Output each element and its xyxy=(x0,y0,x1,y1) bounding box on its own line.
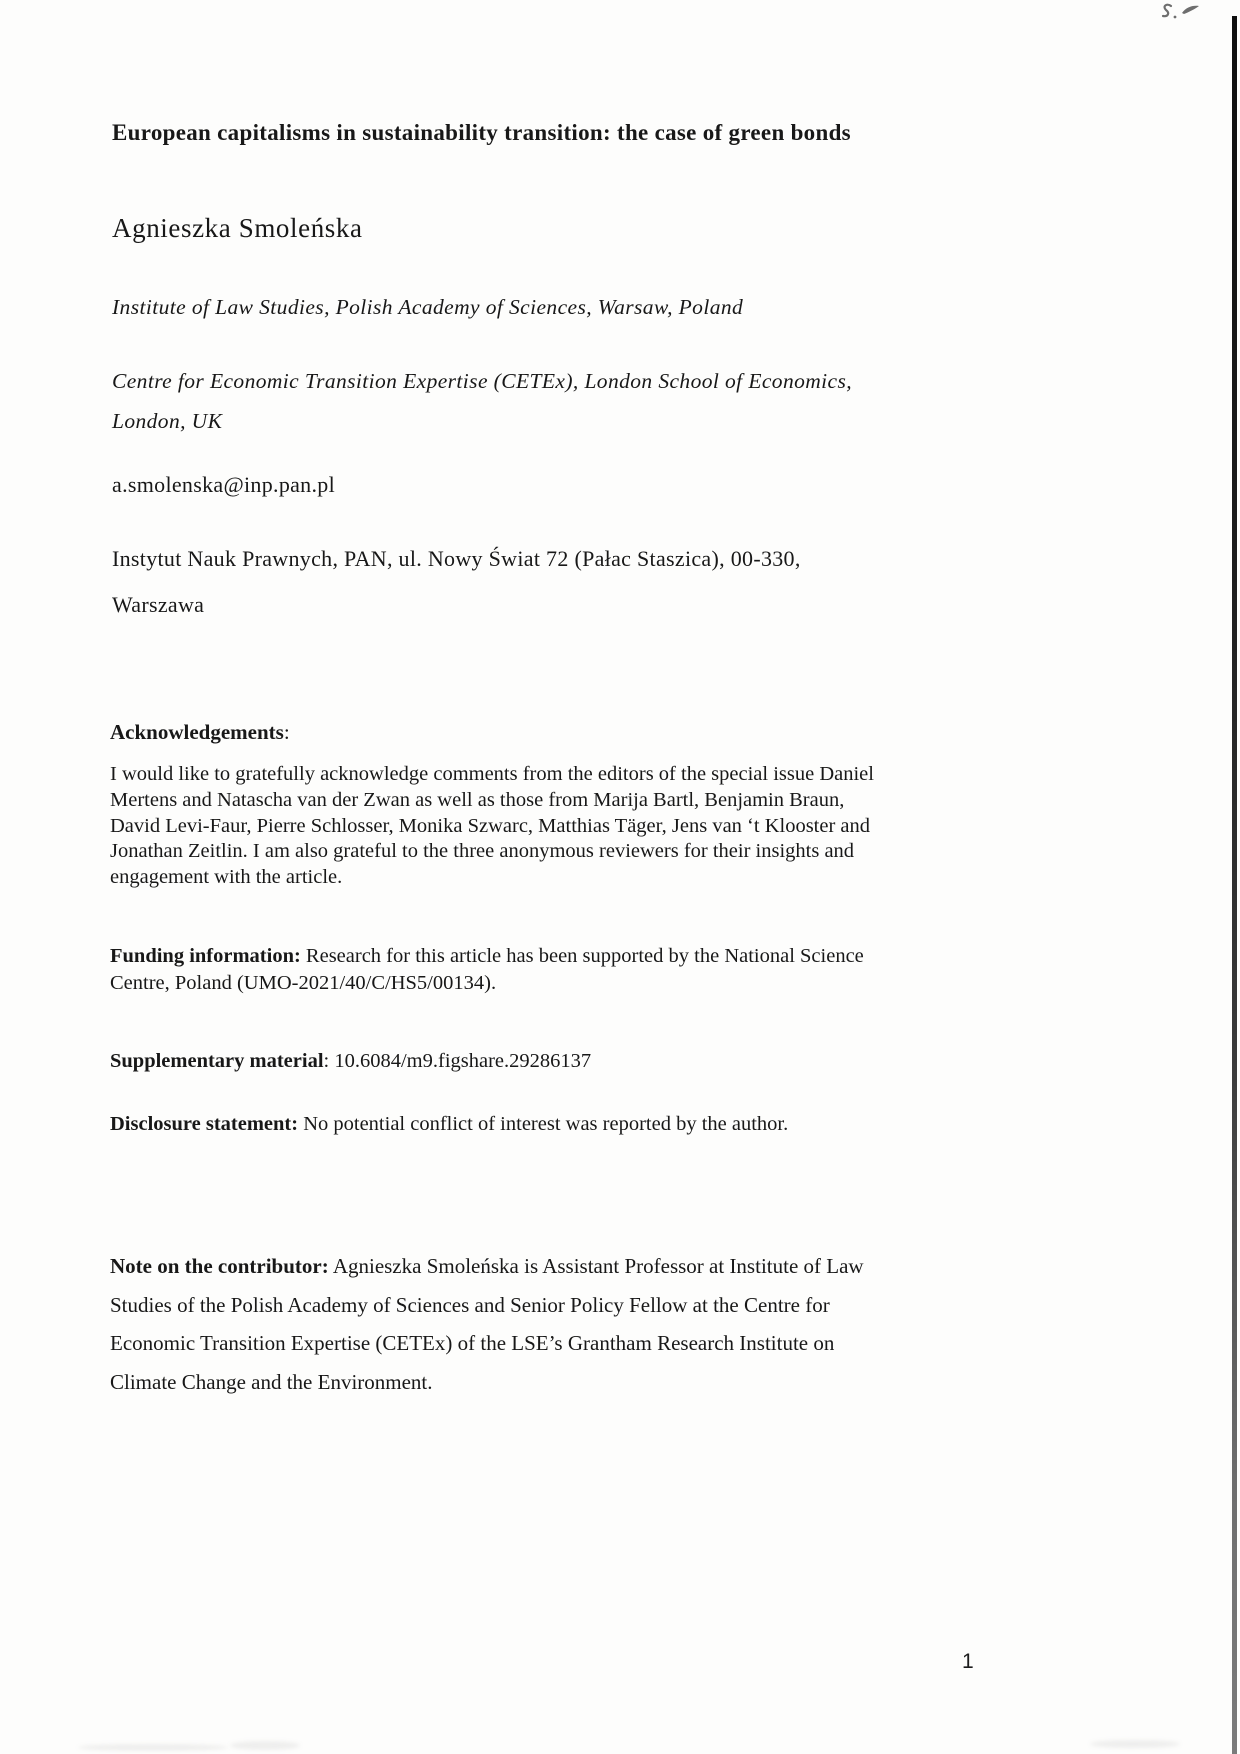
affiliation-2: Centre for Economic Transition Expertise (CETEx), London School of Economics, London, UK xyxy=(112,369,853,433)
acknowledgements-colon: : xyxy=(283,720,290,744)
supplementary-value: 10.6084/m9.figshare.29286137 xyxy=(334,1050,592,1072)
postal-address: Instytut Nauk Prawnych, PAN, ul. Nowy Świat 72 (Pałac Staszica), 00-330, Warszawa xyxy=(112,546,801,617)
supplementary-paragraph xyxy=(110,1048,1120,1074)
handwritten-pencil-mark xyxy=(1158,2,1206,24)
funding-paragraph xyxy=(110,943,1120,996)
affiliation-1: Institute of Law Studies, Polish Academy of Sciences, Warsaw, Poland xyxy=(112,295,744,319)
scan-edge-line xyxy=(1232,16,1237,1754)
disclosure-paragraph xyxy=(110,1111,1120,1137)
supplementary-label: Supplementary material xyxy=(110,1050,324,1072)
funding-label: Funding information: xyxy=(110,945,301,967)
scan-smudge xyxy=(230,1741,300,1750)
author-email: a.smolenska@inp.pan.pl xyxy=(112,472,335,497)
scan-smudge xyxy=(78,1744,228,1751)
acknowledgements-heading xyxy=(110,720,290,745)
page-number: 1 xyxy=(962,1650,974,1673)
author-name: Agnieszka Smoleńska xyxy=(112,213,363,243)
scan-smudge xyxy=(1090,1740,1180,1748)
disclosure-label: Disclosure statement: xyxy=(110,1113,299,1135)
funding-text: Research for this article has been supported by the National Science Centre, Poland (UMO-2021/40/C/HS5/00134). xyxy=(110,945,864,994)
contributor-note-label: Note on the contributor: xyxy=(110,1254,329,1278)
contributor-note-text: Agnieszka Smoleńska is Assistant Professor at Institute of Law Studies of the Polish Academy of Sciences and Senior Policy Fellow at the Centre for Economic Transition Expertise (CETEx) of the LSE’s Grantham Research Institute on Climate Change and the Environment. xyxy=(110,1254,864,1394)
acknowledgements-label: Acknowledgements xyxy=(110,720,284,744)
contributor-note-paragraph xyxy=(110,1247,1120,1401)
acknowledgements-paragraph: I would like to gratefully acknowledge comments from the editors of the special issue Daniel Mertens and Natascha van der Zwan as well as those from Marija Bartl, Benjamin Braun, David Levi-Faur, Pierre Schlosser, Monika Szwarc, Matthias Täger, Jens van ‘t Klooster and Jonathan Zeitlin. I am also grateful to the three anonymous reviewers for their insights and engagement with the article. xyxy=(110,763,874,889)
supplementary-colon: : xyxy=(323,1050,335,1072)
paper-title: European capitalisms in sustainability transition: the case of green bonds xyxy=(112,120,851,145)
disclosure-text: No potential conflict of interest was reported by the author. xyxy=(303,1113,789,1135)
